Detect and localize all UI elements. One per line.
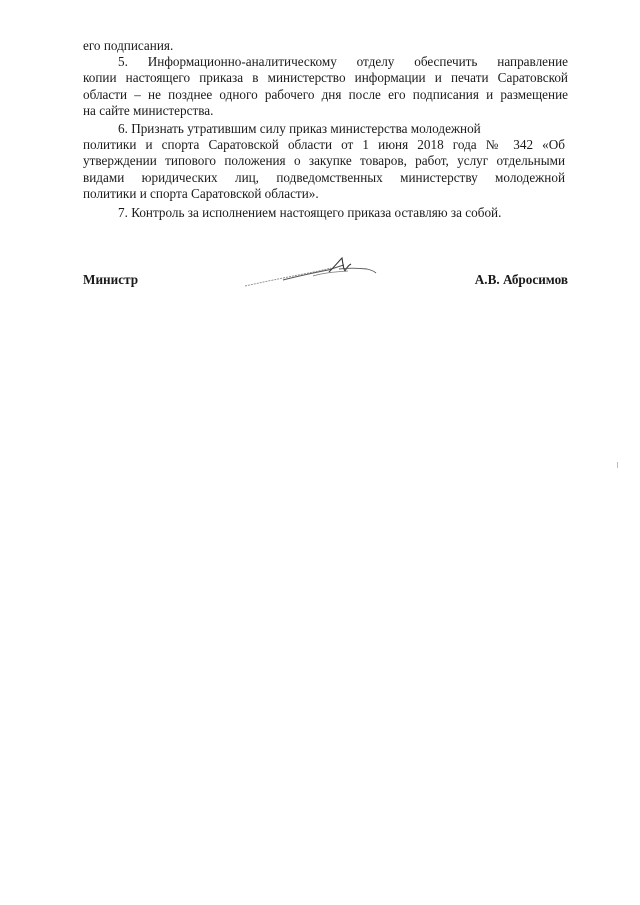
paragraph-5-line-1: 5. Информационно-аналитическому отделу обеспечить направление [118,54,568,70]
paragraph-5-line-3: области – не позднее одного рабочего дня после его подписания и размещение [83,86,568,102]
paragraph-6-line-3: утверждении типового положения о закупке товаров, работ, услуг отдельными [83,153,565,169]
paragraph-5 [83,54,568,119]
handwritten-signature [243,256,378,290]
document-body [83,38,568,119]
signatory-title: Министр [83,272,139,287]
intro-line: его подписания. [83,38,174,53]
scan-speck [617,462,618,468]
paragraph-6-line-4: видами юридических лиц, подведомственных министерству молодежной [83,169,565,185]
paragraph-5-line-4: на сайте министерства. [83,102,214,118]
paragraph-6-line-2: политики и спорта Саратовской области от 1 июня 2018 года № 342 «Об [83,137,565,153]
signature-row [83,272,568,298]
paragraph-6-line-5: политики и спорта Саратовской области». [83,185,319,201]
paragraph-6 [83,121,565,202]
signatory-name: А.В. Абросимов [474,272,568,287]
paragraph-5-line-2: копии настоящего приказа в министерство информации и печати Саратовской [83,70,568,86]
paragraph-6-block [83,121,565,202]
paragraph-7-block [83,205,568,221]
paragraph-7: 7. Контроль за исполнением настоящего приказа оставляю за собой. [118,205,502,220]
paragraph-6-line-1: 6. Признать утратившим силу приказ министерства молодежной [118,121,481,136]
